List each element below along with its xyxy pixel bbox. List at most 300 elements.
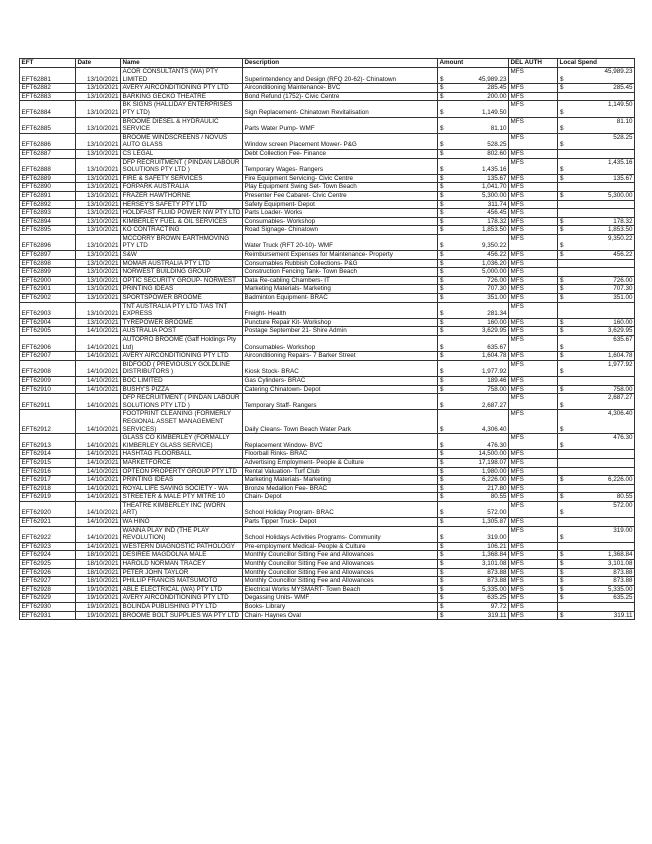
currency-symbol: $ xyxy=(560,84,564,92)
local-spend-cell xyxy=(558,560,635,569)
payee-name-cell: PRINTING IDEAS xyxy=(121,476,243,485)
payee-name-cell: PRINTING IDEAS xyxy=(121,285,243,294)
header-date: Date xyxy=(76,59,121,68)
local-spend-value: 1,604.78 xyxy=(607,352,633,360)
eft-cell: EFT62920 xyxy=(20,501,76,517)
amount-value: 802.60 xyxy=(487,149,507,157)
currency-symbol: $ xyxy=(440,259,444,267)
date-cell: 13/10/2021 xyxy=(76,285,121,294)
local-spend-cell xyxy=(558,603,635,612)
table-row xyxy=(20,226,635,235)
description-cell: Superintendency and Design (RFQ 20-62)- Chinatown xyxy=(243,68,438,84)
currency-symbol: $ xyxy=(560,191,564,199)
payee-name-cell: BROOME BOLT SUPPLIES WA PTY LTD xyxy=(121,611,243,620)
amount-value: 14,500.00 xyxy=(478,450,507,458)
local-spend-cell xyxy=(558,458,635,467)
currency-symbol: $ xyxy=(560,174,564,182)
currency-symbol: $ xyxy=(440,611,444,619)
del-auth-cell: MFS xyxy=(509,174,558,183)
eft-cell: EFT62905 xyxy=(20,327,76,336)
local-spend-value: 9,350.22 xyxy=(607,234,633,242)
currency-symbol: $ xyxy=(440,251,444,259)
currency-symbol: $ xyxy=(560,352,564,360)
local-spend-cell xyxy=(558,294,635,303)
date-cell: 13/10/2021 xyxy=(76,68,121,84)
currency-symbol: $ xyxy=(440,174,444,182)
local-spend-cell xyxy=(558,92,635,101)
local-spend-cell xyxy=(558,542,635,551)
date-cell: 13/10/2021 xyxy=(76,234,121,250)
description-cell: Water Truck (RFT 20-10)- WMF xyxy=(243,234,438,250)
table-row xyxy=(20,594,635,603)
amount-value: 4,306.40 xyxy=(481,425,507,433)
amount-value: 281.34 xyxy=(487,310,507,318)
date-cell: 13/10/2021 xyxy=(76,251,121,260)
currency-symbol: $ xyxy=(440,183,444,191)
description-cell: Rental Valuation- Turf Club xyxy=(243,467,438,476)
payee-name-cell: DFP RECRUITMENT ( PINDAN LABOUR SOLUTIONS PTY LTD ) xyxy=(121,158,243,174)
payee-name-cell: PETER JOHN TAYLOR xyxy=(121,568,243,577)
del-auth-cell: MFS xyxy=(509,92,558,101)
header-description: Description xyxy=(243,59,438,68)
currency-symbol: $ xyxy=(440,594,444,602)
del-auth-cell: MFS xyxy=(509,84,558,93)
currency-symbol: $ xyxy=(440,226,444,234)
table-row xyxy=(20,458,635,467)
local-spend-cell xyxy=(558,526,635,542)
amount-cell xyxy=(438,560,509,569)
date-cell: 14/10/2021 xyxy=(76,493,121,502)
currency-symbol: $ xyxy=(440,551,444,559)
date-cell: 13/10/2021 xyxy=(76,158,121,174)
local-spend-value: 528.25 xyxy=(613,133,633,141)
amount-cell xyxy=(438,68,509,84)
payee-name-cell: DESIREE MAGDOLNA MALE xyxy=(121,551,243,560)
payee-name-cell: KIMBERLEY FUEL & OIL SERVICES xyxy=(121,217,243,226)
del-auth-cell: MFS xyxy=(509,294,558,303)
currency-symbol: $ xyxy=(560,568,564,576)
description-cell: Monthly Councillor Sitting Fee and Allowances xyxy=(243,577,438,586)
amount-cell xyxy=(438,551,509,560)
description-cell: Bronze Medallion Fee- BRAC xyxy=(243,484,438,493)
local-spend-value: 81.10 xyxy=(616,117,633,125)
date-cell: 14/10/2021 xyxy=(76,385,121,394)
amount-value: 97.72 xyxy=(490,603,507,610)
payee-name-cell: BUSHY'S PIZZA xyxy=(121,385,243,394)
eft-cell: EFT62896 xyxy=(20,234,76,250)
del-auth-cell: MFS xyxy=(509,360,558,376)
payee-name-cell: NORWEST BUILDING GROUP xyxy=(121,268,243,277)
description-cell: Airconditioning Maintenance- BVC xyxy=(243,84,438,93)
table-row xyxy=(20,611,635,620)
eft-cell: EFT62914 xyxy=(20,450,76,459)
del-auth-cell: MFS xyxy=(509,276,558,285)
currency-symbol: $ xyxy=(560,551,564,559)
description-cell: Marketing Materials- Marketing xyxy=(243,285,438,294)
del-auth-cell: MFS xyxy=(509,594,558,603)
del-auth-cell: MFS xyxy=(509,200,558,209)
header-name: Name xyxy=(121,59,243,68)
table-row xyxy=(20,603,635,612)
date-cell: 14/10/2021 xyxy=(76,352,121,361)
currency-symbol: $ xyxy=(440,518,444,526)
description-cell: Data Re-cabling Chambers- IT xyxy=(243,276,438,285)
payee-name-cell: GLASS CO KIMBERLEY (FORMALLY KIMBERLEY GLASS SERVICE) xyxy=(121,434,243,450)
payee-name-cell: HASHTAG FLOORBALL xyxy=(121,450,243,459)
amount-cell xyxy=(438,336,509,352)
amount-cell xyxy=(438,174,509,183)
local-spend-value: 635.25 xyxy=(613,594,633,602)
del-auth-cell: MFS xyxy=(509,302,558,318)
local-spend-cell xyxy=(558,318,635,327)
eft-cell: EFT62922 xyxy=(20,526,76,542)
eft-cell: EFT62931 xyxy=(20,611,76,620)
date-cell: 14/10/2021 xyxy=(76,501,121,517)
eft-cell: EFT62923 xyxy=(20,542,76,551)
currency-symbol: $ xyxy=(440,217,444,225)
local-spend-cell xyxy=(558,467,635,476)
currency-symbol: $ xyxy=(440,560,444,568)
del-auth-cell: MFS xyxy=(509,209,558,218)
del-auth-cell: MFS xyxy=(509,526,558,542)
date-cell: 14/10/2021 xyxy=(76,336,121,352)
local-spend-cell xyxy=(558,518,635,527)
del-auth-cell: MFS xyxy=(509,603,558,612)
amount-value: 3,629.95 xyxy=(481,327,507,335)
description-cell: Floorball Rinks- BRAC xyxy=(243,450,438,459)
eft-cell: EFT62885 xyxy=(20,117,76,133)
local-spend-cell xyxy=(558,133,635,149)
date-cell: 19/10/2021 xyxy=(76,611,121,620)
del-auth-cell: MFS xyxy=(509,551,558,560)
amount-value: 873.88 xyxy=(487,577,507,585)
amount-cell xyxy=(438,458,509,467)
currency-symbol: $ xyxy=(440,141,444,149)
local-spend-value: 873.88 xyxy=(613,577,633,585)
amount-cell xyxy=(438,385,509,394)
eft-cell: EFT62887 xyxy=(20,149,76,158)
amount-value: 1,435.16 xyxy=(481,166,507,174)
date-cell: 13/10/2021 xyxy=(76,268,121,277)
payee-name-cell: OPTEON PROPERTY GROUP PTY LTD xyxy=(121,467,243,476)
eft-cell: EFT62926 xyxy=(20,568,76,577)
table-row xyxy=(20,376,635,385)
amount-value: 9,350.22 xyxy=(481,242,507,250)
currency-symbol: $ xyxy=(560,594,564,602)
payee-name-cell: ROYAL LIFE SAVING SOCIETY - WA xyxy=(121,484,243,493)
amount-value: 81.10 xyxy=(490,125,507,133)
eft-cell: EFT62911 xyxy=(20,394,76,410)
amount-cell xyxy=(438,285,509,294)
local-spend-value: 635.67 xyxy=(613,336,633,343)
amount-value: 1,149.50 xyxy=(481,108,507,116)
table-row xyxy=(20,259,635,268)
amount-cell xyxy=(438,191,509,200)
amount-cell xyxy=(438,467,509,476)
description-cell: Chain- Depot xyxy=(243,493,438,502)
date-cell: 14/10/2021 xyxy=(76,526,121,542)
payee-name-cell: AUTOPRO BROOME (Gaff Holdings Pty Ltd) xyxy=(121,336,243,352)
date-cell: 14/10/2021 xyxy=(76,450,121,459)
del-auth-cell: MFS xyxy=(509,493,558,502)
amount-value: 5,300.00 xyxy=(481,191,507,199)
payee-name-cell: BROOME WINDSCREENS / NOVUS AUTO GLASS xyxy=(121,133,243,149)
del-auth-cell: MFS xyxy=(509,101,558,117)
table-row xyxy=(20,450,635,459)
date-cell: 18/10/2021 xyxy=(76,560,121,569)
amount-cell xyxy=(438,568,509,577)
amount-cell xyxy=(438,217,509,226)
date-cell: 13/10/2021 xyxy=(76,226,121,235)
local-spend-value: 456.22 xyxy=(613,251,633,259)
date-cell: 13/10/2021 xyxy=(76,133,121,149)
amount-cell xyxy=(438,585,509,594)
date-cell: 13/10/2021 xyxy=(76,200,121,209)
local-spend-value: 707.30 xyxy=(613,285,633,293)
currency-symbol: $ xyxy=(560,226,564,234)
currency-symbol: $ xyxy=(560,534,564,542)
amount-cell xyxy=(438,476,509,485)
date-cell: 19/10/2021 xyxy=(76,585,121,594)
currency-symbol: $ xyxy=(560,425,564,433)
local-spend-cell xyxy=(558,394,635,410)
del-auth-cell: MFS xyxy=(509,560,558,569)
local-spend-cell xyxy=(558,352,635,361)
currency-symbol: $ xyxy=(440,568,444,576)
amount-value: 1,305.87 xyxy=(481,518,507,526)
del-auth-cell: MFS xyxy=(509,394,558,410)
del-auth-cell: MFS xyxy=(509,226,558,235)
eft-cell: EFT62889 xyxy=(20,174,76,183)
amount-value: 217.80 xyxy=(487,484,507,492)
amount-value: 311.74 xyxy=(487,200,507,208)
table-row xyxy=(20,542,635,551)
currency-symbol: $ xyxy=(560,108,564,116)
del-auth-cell: MFS xyxy=(509,568,558,577)
currency-symbol: $ xyxy=(560,141,564,149)
del-auth-cell: MFS xyxy=(509,117,558,133)
currency-symbol: $ xyxy=(440,509,444,517)
eft-cell: EFT62892 xyxy=(20,200,76,209)
payee-name-cell: STREETER & MALE PTY MITRE 10 xyxy=(121,493,243,502)
amount-cell xyxy=(438,410,509,434)
del-auth-cell: MFS xyxy=(509,285,558,294)
table-row xyxy=(20,133,635,149)
table-row xyxy=(20,352,635,361)
del-auth-cell: MFS xyxy=(509,259,558,268)
table-row xyxy=(20,174,635,183)
payee-name-cell: FRAZER HAWTHORNE xyxy=(121,191,243,200)
currency-symbol: $ xyxy=(560,318,564,326)
local-spend-cell xyxy=(558,251,635,260)
amount-cell xyxy=(438,394,509,410)
date-cell: 14/10/2021 xyxy=(76,518,121,527)
eft-cell: EFT62902 xyxy=(20,294,76,303)
date-cell: 14/10/2021 xyxy=(76,434,121,450)
amount-value: 189.46 xyxy=(487,376,507,384)
description-cell: School Holidays Activities Programs- Community xyxy=(243,526,438,542)
del-auth-cell: MFS xyxy=(509,133,558,149)
amount-value: 1,368.84 xyxy=(481,551,507,559)
description-cell: Airconditioning Repairs- 7 Barker Street xyxy=(243,352,438,361)
currency-symbol: $ xyxy=(440,166,444,174)
payee-name-cell: HAROLD NORMAN TRACEY xyxy=(121,560,243,569)
eft-cell: EFT62890 xyxy=(20,183,76,192)
amount-cell xyxy=(438,577,509,586)
amount-cell xyxy=(438,493,509,502)
local-spend-cell xyxy=(558,484,635,493)
amount-cell xyxy=(438,92,509,101)
local-spend-value: 319.00 xyxy=(613,526,633,534)
local-spend-value: 1,977.92 xyxy=(607,360,633,368)
payee-name-cell: BOLINDA PUBLISHING PTY LTD xyxy=(121,603,243,612)
local-spend-cell xyxy=(558,450,635,459)
amount-value: 635.67 xyxy=(487,343,507,351)
payee-name-cell: BK SIGNS (HALLIDAY ENTERPRISES PTY LTD) xyxy=(121,101,243,117)
amount-cell xyxy=(438,133,509,149)
del-auth-cell: MFS xyxy=(509,585,558,594)
del-auth-cell: MFS xyxy=(509,458,558,467)
eft-cell: EFT62906 xyxy=(20,336,76,352)
description-cell: Play Equipment Swing Set- Town Beach xyxy=(243,183,438,192)
del-auth-cell: MFS xyxy=(509,542,558,551)
description-cell: Temporary Wages- Rangers xyxy=(243,158,438,174)
date-cell: 13/10/2021 xyxy=(76,117,121,133)
payee-name-cell: DFP RECRUITMENT ( PINDAN LABOUR SOLUTIONS PTY LTD ) xyxy=(121,394,243,410)
del-auth-cell: MFS xyxy=(509,183,558,192)
description-cell: Badminton Equipment- BRAC xyxy=(243,294,438,303)
currency-symbol: $ xyxy=(560,242,564,250)
description-cell: Catering Chinatown- Depot xyxy=(243,385,438,394)
amount-cell xyxy=(438,149,509,158)
description-cell: Electrical Works MYSMART- Town Beach xyxy=(243,585,438,594)
payee-name-cell: PHILLIP FRANCIS MATSUMOTO xyxy=(121,577,243,586)
table-row xyxy=(20,101,635,117)
description-cell: Replacement Window- BVC xyxy=(243,434,438,450)
currency-symbol: $ xyxy=(560,493,564,501)
eft-cell: EFT62883 xyxy=(20,92,76,101)
amount-value: 1,036.20 xyxy=(481,259,507,267)
header-local-spend: Local Spend xyxy=(558,59,635,68)
currency-symbol: $ xyxy=(560,385,564,393)
table-row xyxy=(20,568,635,577)
description-cell: Degassing Units- WMF xyxy=(243,594,438,603)
date-cell: 13/10/2021 xyxy=(76,149,121,158)
date-cell: 14/10/2021 xyxy=(76,484,121,493)
table-row xyxy=(20,467,635,476)
del-auth-cell: MFS xyxy=(509,158,558,174)
payee-name-cell: BOC LIMITED xyxy=(121,376,243,385)
amount-cell xyxy=(438,484,509,493)
local-spend-cell xyxy=(558,68,635,84)
eft-cell: EFT62924 xyxy=(20,551,76,560)
payee-name-cell: FOOTPRINT CLEANING (FORMERLY REGIONAL ASSET MANAGEMENT SERVICES) xyxy=(121,410,243,434)
del-auth-cell: MFS xyxy=(509,234,558,250)
payee-name-cell: BIDFOOD ( PREVIOUSLY GOLDLINE DISTRIBUTORS ) xyxy=(121,360,243,376)
eft-cell: EFT62881 xyxy=(20,68,76,84)
amount-value: 319.00 xyxy=(487,534,507,542)
eft-cell: EFT62891 xyxy=(20,191,76,200)
amount-cell xyxy=(438,352,509,361)
eft-cell: EFT62928 xyxy=(20,585,76,594)
description-cell: School Holiday Program- BRAC xyxy=(243,501,438,517)
currency-symbol: $ xyxy=(440,534,444,542)
del-auth-cell: MFS xyxy=(509,68,558,84)
amount-cell xyxy=(438,294,509,303)
amount-value: 456.22 xyxy=(487,251,507,259)
payee-name-cell: CS LEGAL xyxy=(121,149,243,158)
table-row xyxy=(20,434,635,450)
table-row xyxy=(20,560,635,569)
description-cell: Chain- Haynes Oval xyxy=(243,611,438,620)
amount-cell xyxy=(438,360,509,376)
currency-symbol: $ xyxy=(440,209,444,217)
currency-symbol: $ xyxy=(440,92,444,100)
eft-cell: EFT62888 xyxy=(20,158,76,174)
local-spend-cell xyxy=(558,259,635,268)
currency-symbol: $ xyxy=(440,458,444,466)
table-row xyxy=(20,149,635,158)
amount-cell xyxy=(438,450,509,459)
description-cell: Road Signage- Chinatown xyxy=(243,226,438,235)
amount-cell xyxy=(438,318,509,327)
table-row xyxy=(20,217,635,226)
description-cell: Fire Equipment Servicing- Civic Centre xyxy=(243,174,438,183)
amount-cell xyxy=(438,542,509,551)
amount-cell xyxy=(438,603,509,612)
table-row xyxy=(20,360,635,376)
table-row xyxy=(20,327,635,336)
eft-cell: EFT62898 xyxy=(20,259,76,268)
eft-cell: EFT62919 xyxy=(20,493,76,502)
date-cell: 14/10/2021 xyxy=(76,410,121,434)
description-cell: Monthly Councillor Sitting Fee and Allowances xyxy=(243,560,438,569)
amount-value: 1,041.70 xyxy=(481,183,507,191)
table-row xyxy=(20,302,635,318)
description-cell: Bond Refund (1752)- Civic Centre xyxy=(243,92,438,101)
local-spend-cell xyxy=(558,568,635,577)
payee-name-cell: MCCORRY BROWN EARTHMOVING PTY LTD xyxy=(121,234,243,250)
amount-value: 285.45 xyxy=(487,84,507,92)
eft-cell: EFT62899 xyxy=(20,268,76,277)
eft-cell: EFT62886 xyxy=(20,133,76,149)
payee-name-cell: AVERY AIRCONDITIONING PTY LTD xyxy=(121,352,243,361)
amount-value: 707.30 xyxy=(487,285,507,293)
payee-name-cell: MOMAR AUSTRALIA PTY LTD xyxy=(121,259,243,268)
eft-cell: EFT62910 xyxy=(20,385,76,394)
table-row xyxy=(20,294,635,303)
amount-cell xyxy=(438,518,509,527)
date-cell: 13/10/2021 xyxy=(76,217,121,226)
del-auth-cell: MFS xyxy=(509,577,558,586)
local-spend-cell xyxy=(558,268,635,277)
local-spend-cell xyxy=(558,209,635,218)
date-cell: 14/10/2021 xyxy=(76,542,121,551)
table-row xyxy=(20,577,635,586)
eft-cell: EFT62930 xyxy=(20,603,76,612)
currency-symbol: $ xyxy=(440,425,444,433)
date-cell: 13/10/2021 xyxy=(76,276,121,285)
date-cell: 18/10/2021 xyxy=(76,551,121,560)
description-cell: Debt Collection Fee- Finance xyxy=(243,149,438,158)
amount-cell xyxy=(438,594,509,603)
currency-symbol: $ xyxy=(560,611,564,619)
eft-cell: EFT62903 xyxy=(20,302,76,318)
local-spend-value: 1,853.50 xyxy=(607,226,633,234)
payments-sheet xyxy=(19,58,635,620)
date-cell: 19/10/2021 xyxy=(76,594,121,603)
amount-cell xyxy=(438,276,509,285)
